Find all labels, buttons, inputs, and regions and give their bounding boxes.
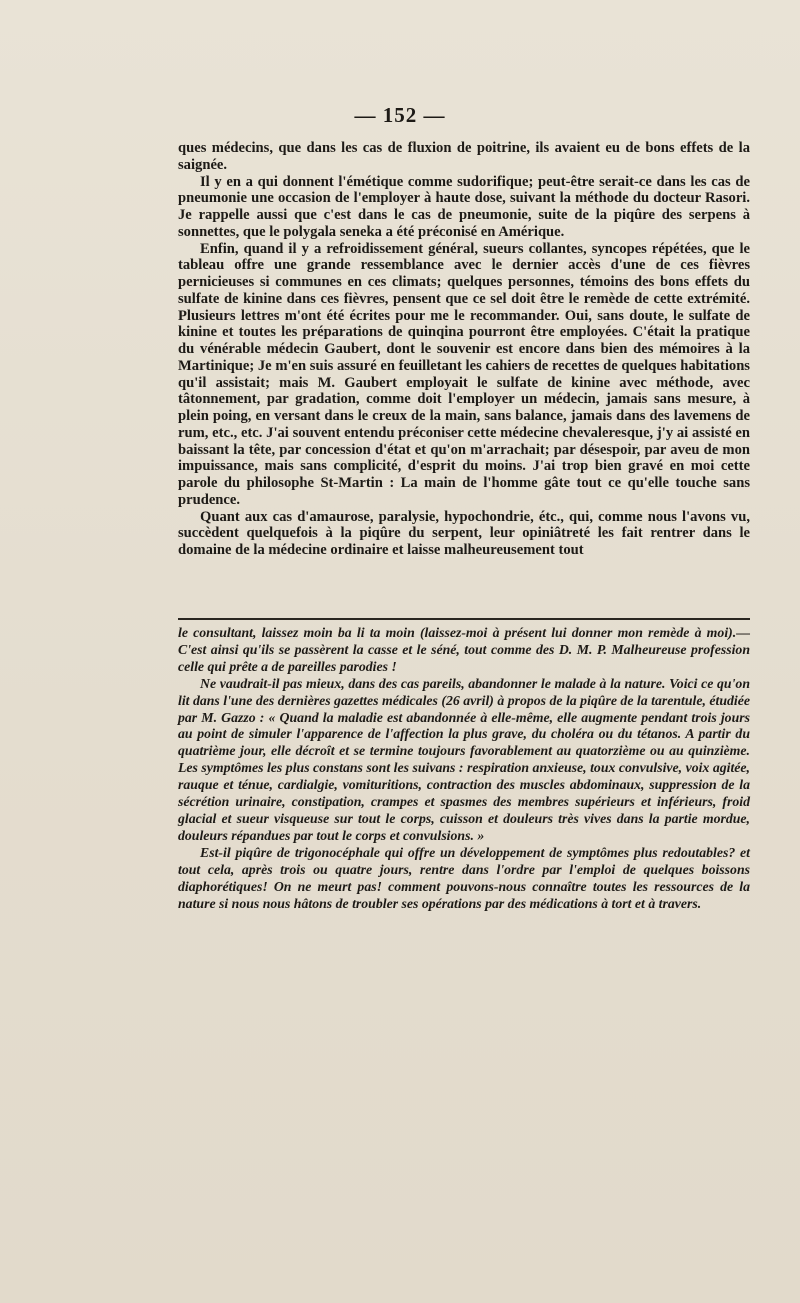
footnote-paragraph-trigonocephale: Est-il piqûre de trigonocéphale qui offre un développement de symptômes plus redoutables? et tout cela, après trois ou quatre jours, rentre dans l'ordre par l'emploi de quelques boissons diaphorétiques! On ne meurt pas! comment pouvons-nous connaître toutes les ressources de la nature si nous nous hâtons de troubler ses opérations par des médications à tort et à travers. — [178, 844, 750, 911]
paragraph-emetique: Il y en a qui donnent l'émétique comme sudorifique; peut-être serait-ce dans les cas de pneumonie une occasion de l'employer à haute dose, suivant la méthode du docteur Rasori. Je rappelle aussi que c'est dans le cas de pneumonie, suite de la piqûre des serpens à sonnettes, que le polygala seneka a été préconisé en Amérique. — [178, 173, 750, 240]
footnote-text — [178, 625, 750, 912]
footnote-paragraph-consultant: le consultant, laissez moin ba li ta moin (laissez-moi à présent lui donner mon remède à moi).—C'est ainsi qu'ils se passèrent la casse et le séné, tout comme des D. M. P. Malheureuse profession celle qui prête a de pareilles parodies ! — [178, 625, 750, 674]
page-number: — 152 — — [354, 103, 446, 127]
main-text — [178, 140, 750, 559]
footnote-paragraph-tarentule: Ne vaudrait-il pas mieux, dans des cas pareils, abandonner le malade à la nature. Voici ce qu'on lit dans l'une des dernières gazettes médicales (26 avril) à propos de la piqûre de la tarentule, étudiée par M. Gazzo : « Quand la maladie est abandonnée à elle-même, elle augmente pendant trois jours au point de simuler l'apparence de l'affection la plus grave, du choléra ou du tétanos. A partir du quatrième jour, elle décroît et se termine toujours favorablement au quatorzième ou au quinzième. Les symptômes les plus constans sont les suivans : respiration anxieuse, toux convulsive, voix agitée, rauque et ténue, cardialgie, vomituritions, contraction des muscles abdominaux, suppression de la sécrétion urinaire, constipation, crampes et spasmes des membres supérieurs et inférieurs, froid glacial et sueur visqueuse sur tout le corps, cuisson et douleurs très vives dans la partie mordue, douleurs répandues par tout le corps et convulsions. » — [178, 675, 750, 843]
paragraph-amaurose: Quant aux cas d'amaurose, paralysie, hypochondrie, étc., qui, comme nous l'avons vu, succèdent quelquefois à la piqûre du serpent, leur opiniâtreté les fait rentrer dans le domaine de la médecine ordinaire et laisse malheureusement tout — [178, 508, 750, 558]
paragraph-continuation: ques médecins, que dans les cas de fluxion de poitrine, ils avaient eu de bons effets de la saignée. — [178, 140, 750, 173]
paragraph-kinine: Enfin, quand il y a refroidissement général, sueurs collantes, syncopes répétées, que le tableau offre une grande ressemblance avec le dernier accès d'une de ces fièvres pernicieuses si communes en ces climats; quelques personnes, témoins des bons effets du sulfate de kinine dans ces fièvres, pensent que ce sel doit être le remède de cette extrémité. Plusieurs lettres m'ont été écrites pour me le recommander. Oui, sans doute, le sulfate de kinine et toutes les préparations de quinqina pourront être employées. C'était la pratique du vénérable médecin Gaubert, dont le souvenir est encore dans bien des mémoires à la Martinique; Je m'en suis assuré en feuilletant les cahiers de recettes de quelques habitations qu'il assistait; mais M. Gaubert employait le sulfate de kinine avec méthode, avec tâtonnement, par gradation, comme doit l'employer un médecin, jamais sans mesure, à plein poing, en versant dans le creux de la main, sans balance, jamais dans des lavemens de rum, etc., etc. J'ai souvent entendu préconiser cette médecine chevaleresque, j'y ai assisté en baissant la tête, par concession d'état et qu'on m'arrachait; par désespoir, par aveu de mon impuissance, mais sans complicité, d'esprit du moins. J'ai trop bien gravé en moi cette parole du philosophe St-Martin : La main de l'homme gâte tout ce qu'elle touche sans prudence. — [178, 240, 750, 508]
footnote-divider — [178, 618, 750, 620]
